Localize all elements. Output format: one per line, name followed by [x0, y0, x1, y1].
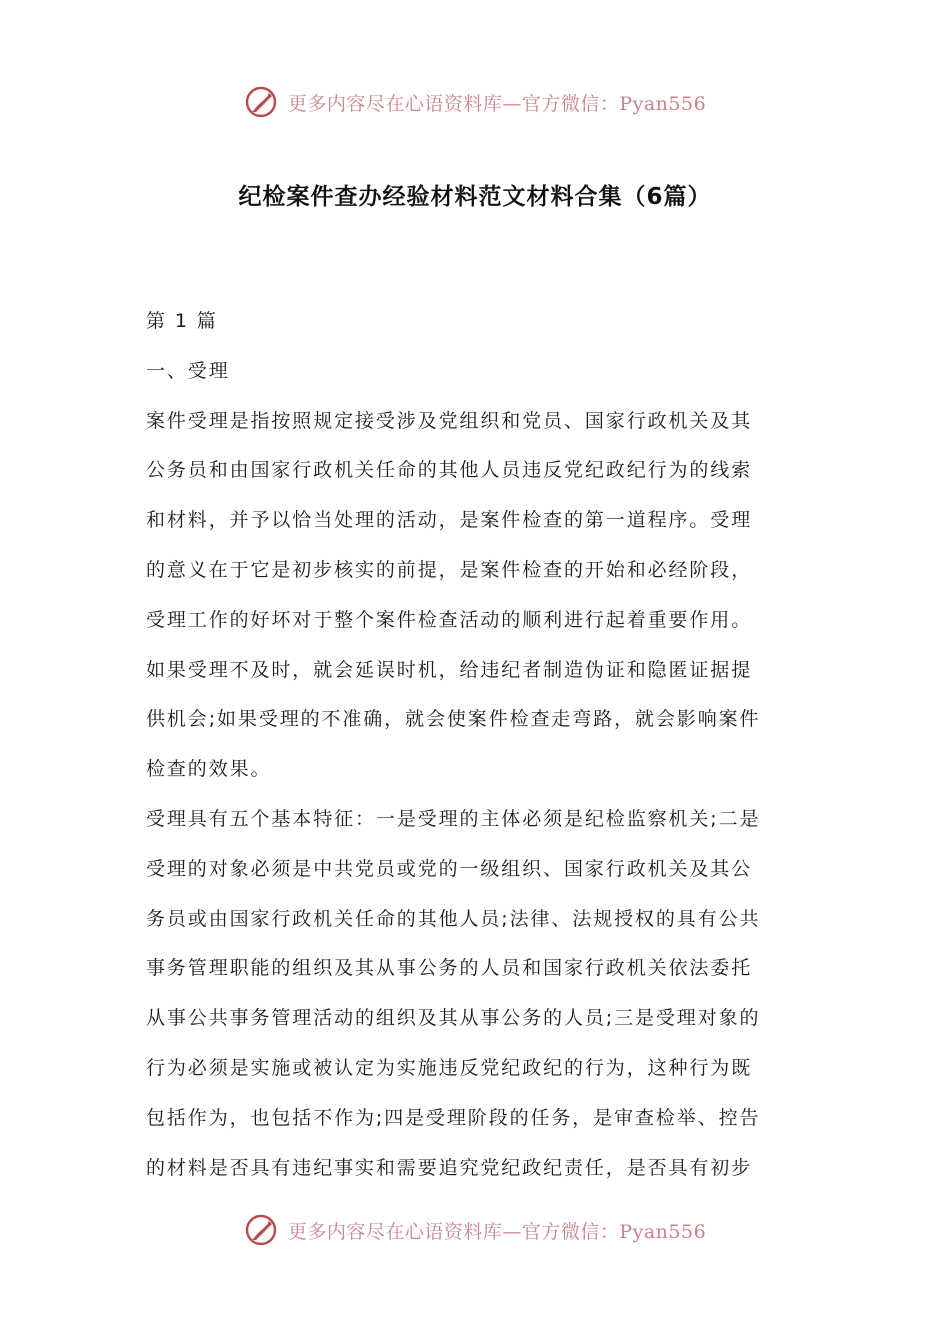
document-body — [146, 297, 810, 1193]
paragraph-line: 包括作为，也包括不作为;四是受理阶段的任务，是审查检举、控告 — [146, 1106, 761, 1129]
paragraph-line: 事务管理职能的组织及其从事公务的人员和国家行政机关依法委托 — [146, 957, 753, 980]
page-title: 纪检案件查办经验材料范文材料合集（6篇） — [238, 184, 712, 210]
paragraph-line: 的意义在于它是初步核实的前提，是案件检查的开始和必经阶段， — [146, 558, 753, 581]
paragraph-line: 的材料是否具有违纪事实和需要追究党纪政纪责任，是否具有初步 — [146, 1156, 753, 1179]
paragraph-line: 务员或由国家行政机关任命的其他人员;法律、法规授权的具有公共 — [146, 907, 761, 930]
banner-text: 更多内容尽在心语资料库—官方微信：Pyan556 — [287, 92, 707, 115]
header-banner — [0, 80, 950, 124]
paragraph-line: 如果受理不及时，就会延误时机，给违纪者制造伪证和隐匿证据提 — [146, 658, 753, 681]
paragraph-line: 受理具有五个基本特征：一是受理的主体必须是纪检监察机关;二是 — [146, 807, 761, 830]
paragraph-line: 公务员和由国家行政机关任命的其他人员违反党纪政纪行为的线索 — [146, 459, 753, 482]
paragraph-line: 供机会;如果受理的不准确，就会使案件检查走弯路，就会影响案件 — [146, 708, 761, 731]
section-label: 第 1 篇 — [146, 310, 218, 332]
footer-banner — [0, 1208, 950, 1252]
quill-pen-icon — [244, 1213, 278, 1247]
paragraph-line: 和材料，并予以恰当处理的活动，是案件检查的第一道程序。受理 — [146, 509, 753, 532]
paragraph-line: 受理的对象必须是中共党员或党的一级组织、国家行政机关及其公 — [146, 857, 753, 880]
paragraph-line: 从事公共事务管理活动的组织及其从事公务的人员;三是受理对象的 — [146, 1007, 761, 1030]
quill-pen-icon — [244, 85, 278, 119]
paragraph-line: 受理工作的好坏对于整个案件检查活动的顺利进行起着重要作用。 — [146, 608, 753, 631]
paragraph-line: 行为必须是实施或被认定为实施违反党纪政纪的行为，这种行为既 — [146, 1056, 753, 1079]
paragraph-line: 检查的效果。 — [146, 758, 272, 781]
subheading: 一、受理 — [146, 359, 230, 382]
paragraph-line: 案件受理是指按照规定接受涉及党组织和党员、国家行政机关及其 — [146, 409, 753, 432]
banner-text: 更多内容尽在心语资料库—官方微信：Pyan556 — [287, 1220, 707, 1243]
